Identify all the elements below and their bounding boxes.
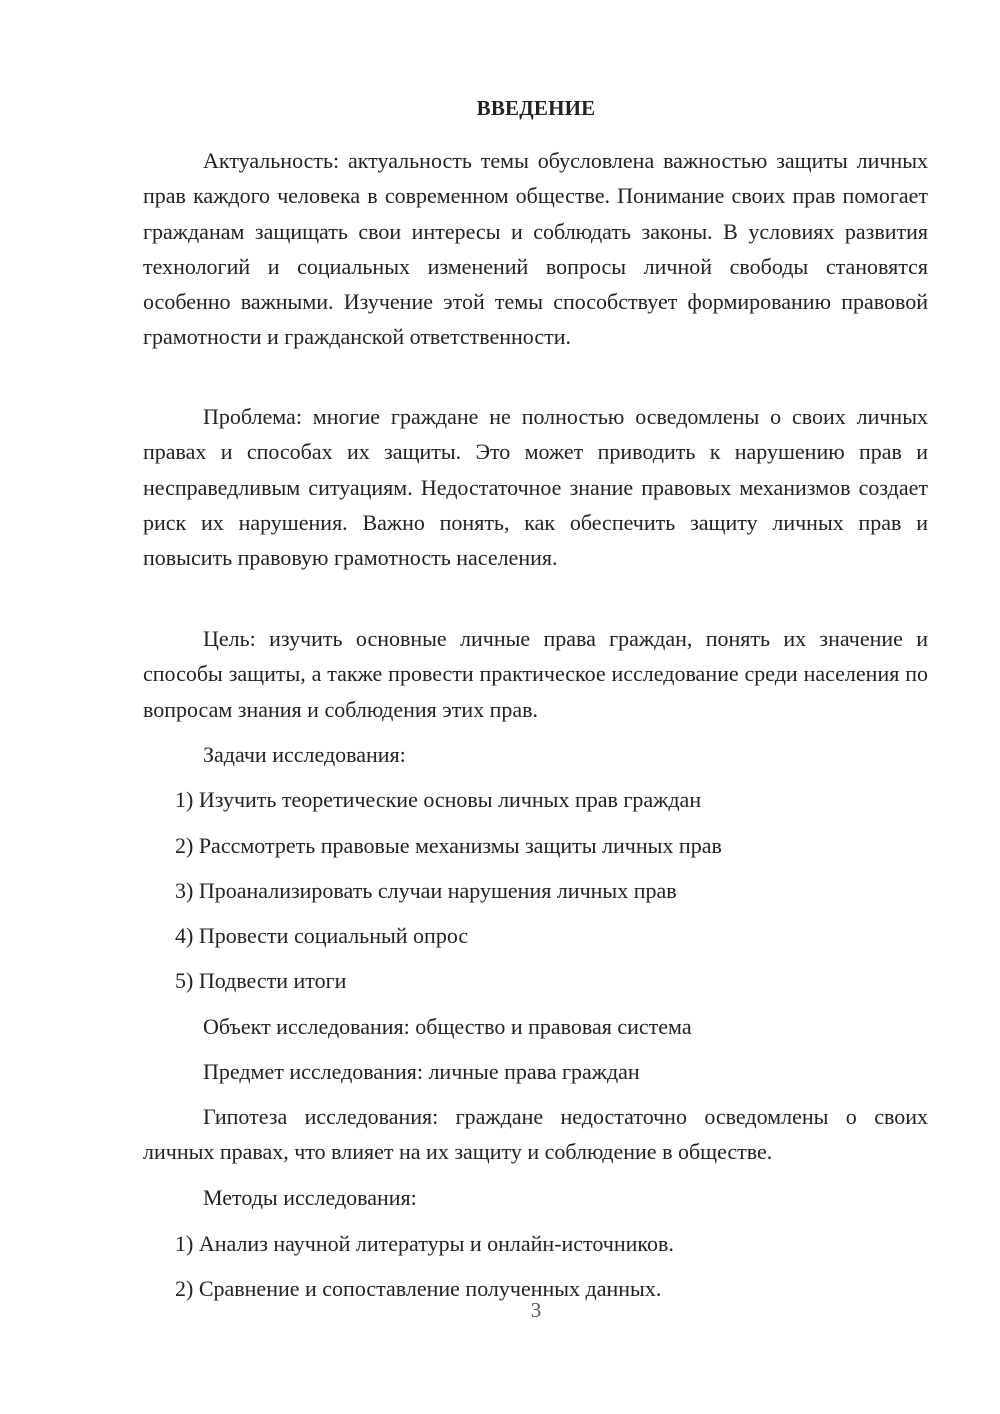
tasks-heading: Задачи исследования: — [203, 742, 406, 767]
goal-paragraph: Цель: изучить основные личные права граждан, понять их значение и способы защиты, а также провести практическое исследование среди населения по вопросам знания и соблюдения этих прав. — [143, 626, 928, 722]
problem-paragraph: Проблема: многие граждане не полностью осведомлены о своих личных правах и способах их защиты. Это может приводить к нарушению прав и несправедливым ситуациям. Недостаточное знание правовых механизмов создает риск их нарушения. Важно понять, как обеспечить защиту личных прав и повысить правовую грамотность населения. — [143, 404, 928, 571]
method-item: 2) Сравнение и сопоставление полученных данных. — [175, 1276, 662, 1301]
hypothesis-paragraph: Гипотеза исследования: граждане недостаточно осведомлены о своих личных правах, что влияет на их защиту и соблюдение в обществе. — [143, 1104, 928, 1165]
relevance-paragraph: Актуальность: актуальность темы обусловлена важностью защиты личных прав каждого человека в современном обществе. Понимание своих прав помогает гражданам защищать свои интересы и соблюдать законы. В условиях развития технологий и социальных изменений вопросы личной свободы становятся особенно важными. Изучение этой темы способствует формированию правовой грамотности и гражданской ответственности. — [143, 148, 928, 350]
task-item: 2) Рассмотреть правовые механизмы защиты личных прав — [175, 833, 722, 858]
methods-heading: Методы исследования: — [203, 1185, 417, 1210]
task-item: 3) Проанализировать случаи нарушения личных прав — [175, 878, 677, 903]
task-item: 4) Провести социальный опрос — [175, 923, 469, 948]
research-subject: Предмет исследования: личные права граждан — [203, 1059, 640, 1084]
task-item: 5) Подвести итоги — [175, 968, 347, 993]
page-title: ВВЕДЕНИЕ — [476, 96, 596, 120]
task-item: 1) Изучить теоретические основы личных прав граждан — [175, 787, 702, 812]
page-number: 3 — [530, 1298, 542, 1322]
method-item: 1) Анализ научной литературы и онлайн-источников. — [175, 1231, 674, 1256]
research-object: Объект исследования: общество и правовая система — [203, 1014, 692, 1039]
